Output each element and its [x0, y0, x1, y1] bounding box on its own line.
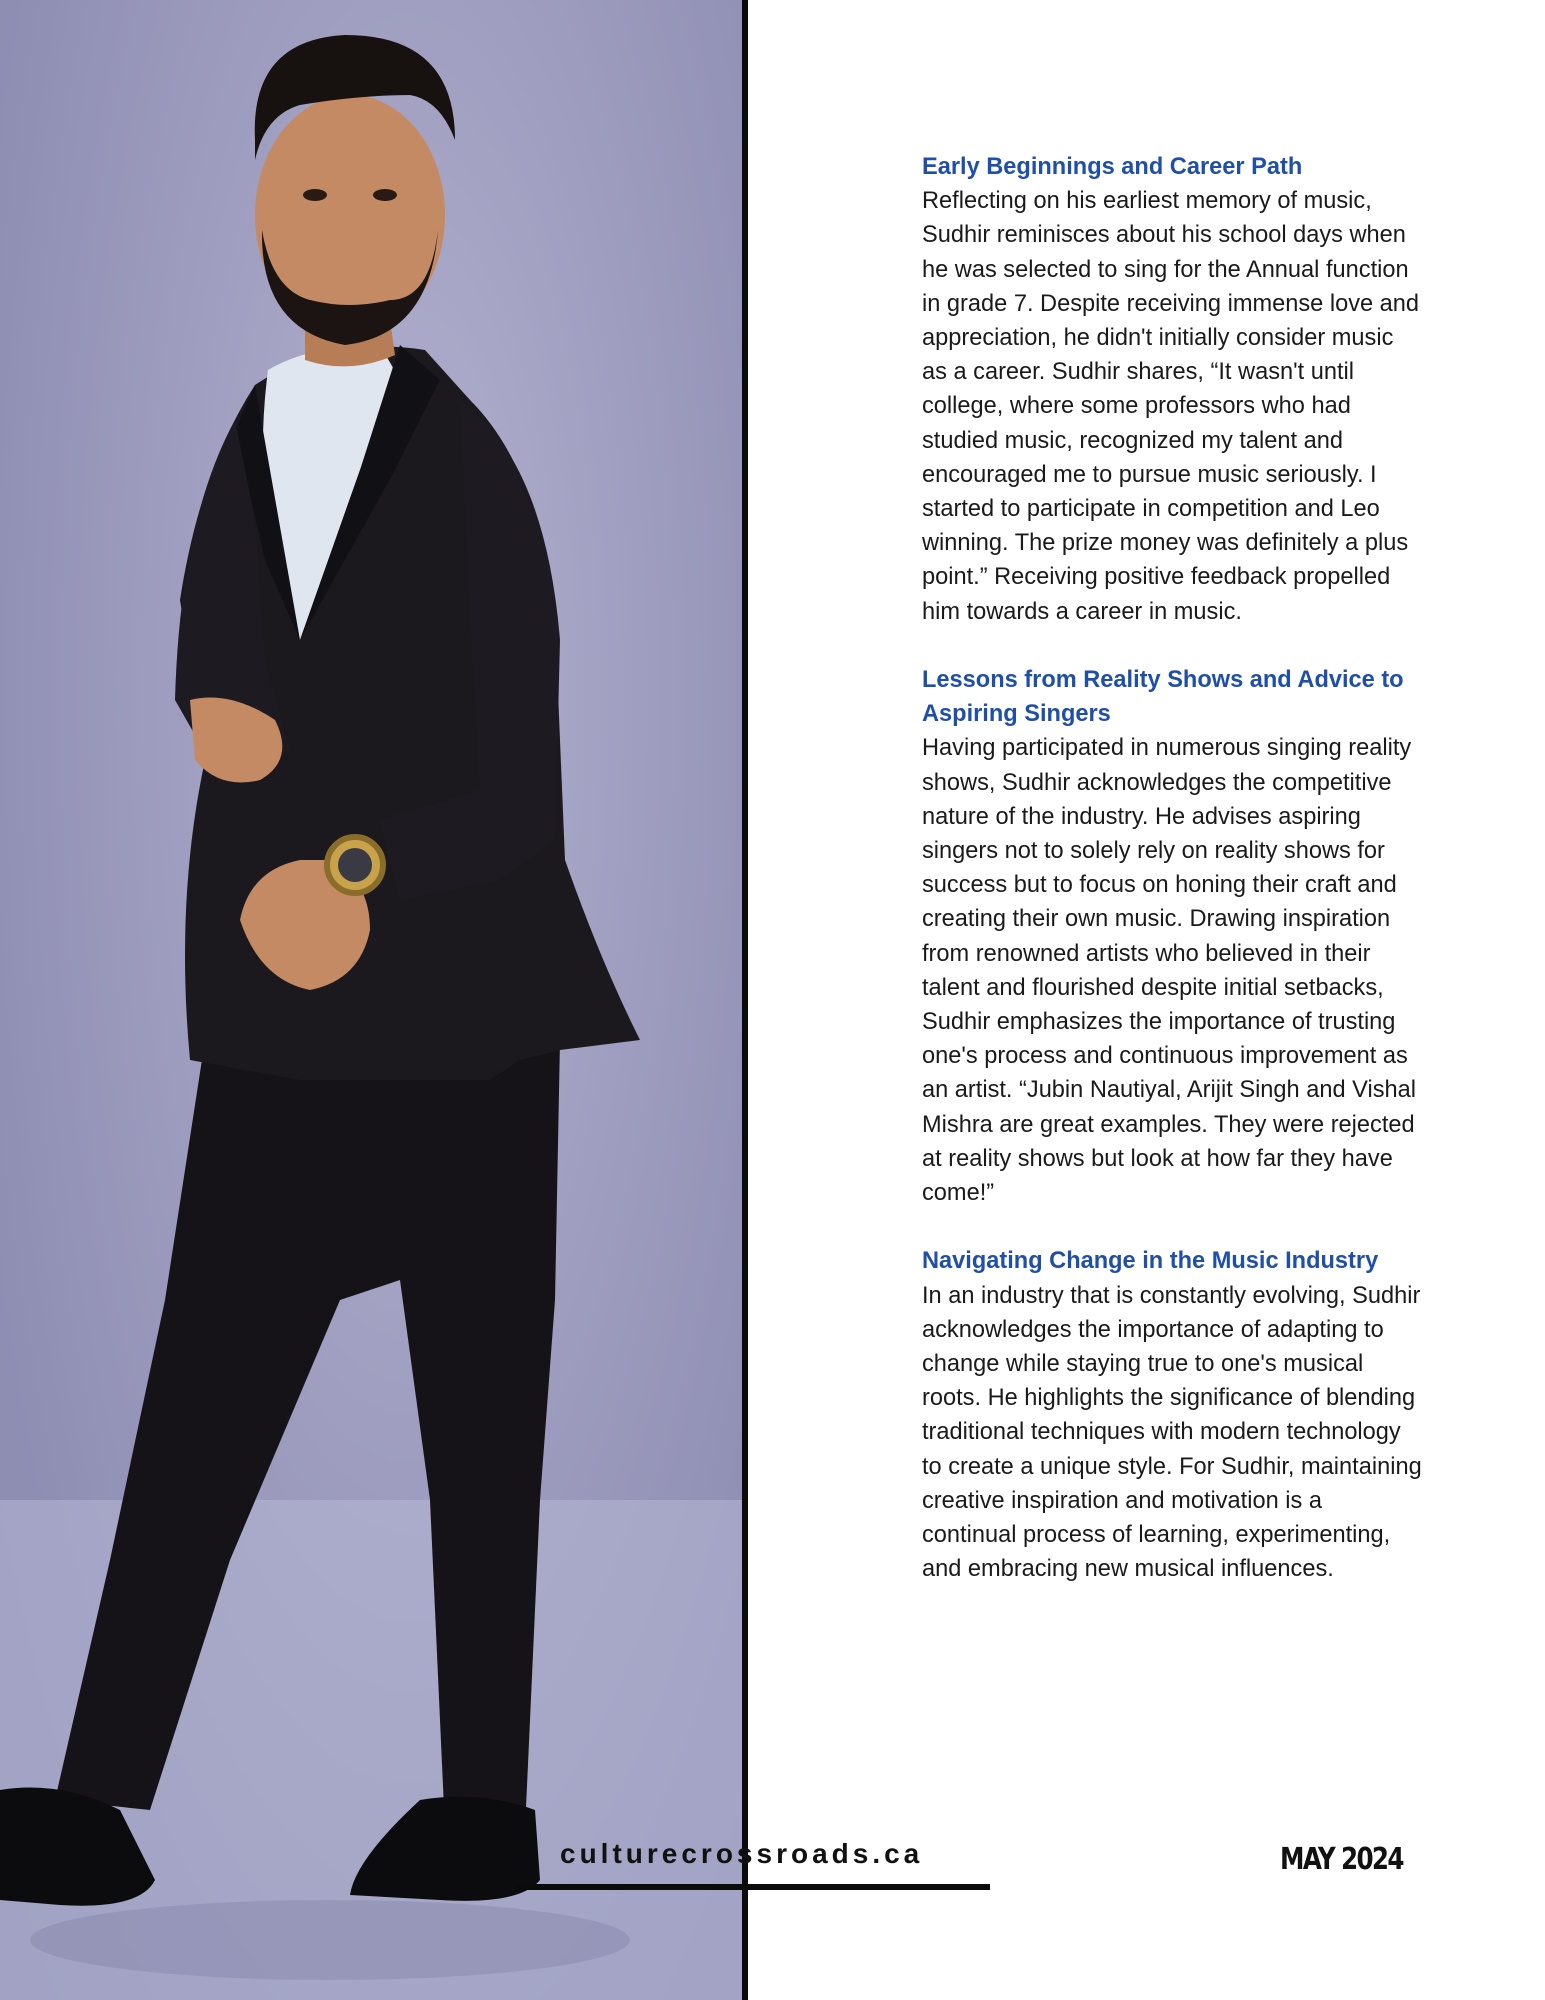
article-body — [922, 150, 1422, 1621]
article-section — [922, 1244, 1422, 1586]
section-paragraph: Reflecting on his earliest memory of music, Sudhir reminisces about his school days when he was selected to sing for the Annual function in grade 7. Despite receiving immense love and appreciation, he didn't initially consider music as a career. Sudhir shares, “It wasn't until college, where some professors who had studied music, recognized my talent and encouraged me to pursue music seriously. I started to participate in competition and Leo winning. The prize money was definitely a plus point.” Receiving positive feedback propelled him towards a career in music. — [922, 188, 1420, 625]
watch-face — [338, 848, 372, 882]
eye-left — [303, 189, 327, 201]
section-paragraph: In an industry that is constantly evolving, Sudhir acknowledges the importance of adapting to change while staying true to one's musical roots. He highlights the significance of blending traditional techniques with modern technology to create a unique style. For Sudhir, maintaining creative inspiration and motivation is a continual process of learning, experimenting, and embracing new musical influences. — [922, 1282, 1422, 1583]
photo-shadow — [30, 1900, 630, 1980]
section-heading: Early Beginnings and Career Path — [922, 154, 1303, 180]
section-heading: Lessons from Reality Shows and Advice to Aspiring Singers — [922, 667, 1404, 728]
website-url[interactable]: culturecrossroads.ca — [560, 1838, 924, 1869]
footer-rule — [515, 1884, 990, 1890]
section-paragraph: Having participated in numerous singing reality shows, Sudhir acknowledges the competitive nature of the industry. He advises aspiring singers not to solely rely on reality shows for success but to focus on honing their craft and creating their own music. Drawing inspiration from renowned artists who believed in their talent and flourished despite initial setbacks, Sudhir emphasizes the importance of trusting one's process and continuous improvement as an artist. “Jubin Nautiyal, Arijit Singh and Vishal Mishra are great examples. They were rejected at reality shows but look at how far they have come!” — [922, 735, 1416, 1207]
eye-right — [373, 189, 397, 201]
section-heading: Navigating Change in the Music Industry — [922, 1248, 1379, 1275]
article-section — [922, 663, 1422, 1210]
portrait-photo — [0, 0, 742, 2000]
vertical-divider — [742, 0, 748, 2000]
article-section — [922, 150, 1422, 629]
issue-date: MAY 2024 — [1280, 1842, 1403, 1877]
